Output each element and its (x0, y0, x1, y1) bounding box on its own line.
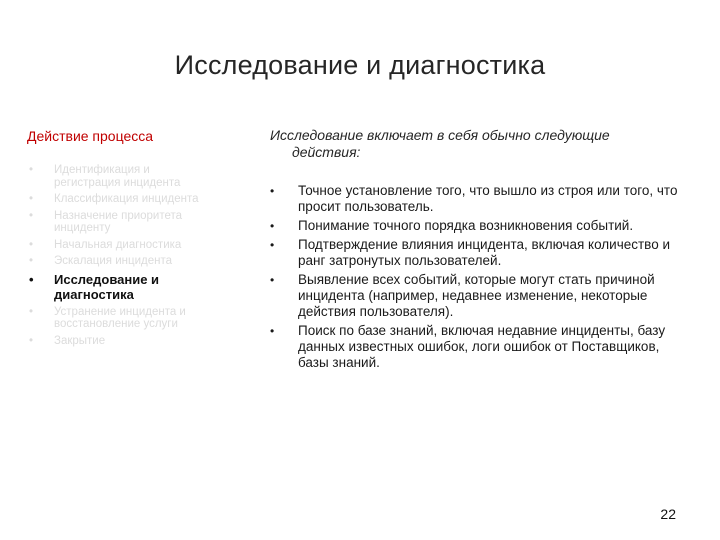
bullet-icon: • (270, 219, 275, 233)
page-number: 22 (660, 506, 676, 522)
process-step-label: Эскалация инцидента (54, 255, 173, 267)
investigation-action (270, 218, 685, 234)
process-step-label: Идентификация и регистрация инцидента (54, 164, 181, 189)
bullet-icon: • (29, 271, 34, 287)
investigation-panel (270, 127, 685, 374)
process-steps-heading: Действие процесса (27, 128, 154, 144)
process-step (27, 255, 207, 268)
investigation-action-text: Поиск по базе знаний, включая недавние инциденты, базу данных известных ошибок, логи ошибок от Поставщиков, базы знаний. (298, 323, 666, 370)
process-step (27, 164, 207, 189)
investigation-action-text: Точное установление того, что вышло из строя или того, что просит пользователь. (298, 183, 678, 214)
bullet-icon: • (270, 273, 275, 287)
process-step-label: Классификация инцидента (54, 193, 199, 205)
bullet-icon: • (29, 238, 34, 251)
bullet-icon: • (29, 193, 34, 205)
process-steps-list (27, 164, 207, 347)
process-step-label: Закрытие (54, 334, 106, 347)
process-step-current (27, 272, 207, 302)
investigation-action (270, 272, 685, 320)
bullet-icon: • (270, 238, 275, 252)
process-steps-panel (27, 128, 207, 351)
bullet-icon: • (29, 334, 34, 347)
bullet-icon: • (29, 255, 34, 267)
bullet-icon: • (270, 324, 275, 338)
process-step (27, 210, 207, 235)
process-step (27, 306, 207, 331)
process-step (27, 193, 207, 206)
investigation-actions-list (270, 183, 685, 371)
process-step-label: Начальная диагностика (54, 238, 182, 251)
process-step-label: Назначение приоритета инциденту (54, 209, 183, 234)
investigation-action-text: Подтверждение влияния инцидента, включая количество и ранг затронутых пользователей. (298, 237, 671, 268)
investigation-action (270, 183, 685, 215)
investigation-intro-line2: действия: (292, 144, 361, 160)
bullet-icon: • (29, 305, 34, 318)
investigation-action (270, 237, 685, 269)
bullet-icon: • (29, 209, 34, 222)
bullet-icon: • (29, 164, 34, 176)
bullet-icon: • (270, 184, 275, 198)
slide-title: Исследование и диагностика (174, 50, 546, 80)
investigation-intro-line1: Исследование включает в себя обычно следующие (270, 127, 610, 143)
investigation-action-text: Выявление всех событий, которые могут стать причиной инцидента (например, недавнее изменение, некоторые действия пользователя). (298, 272, 655, 319)
process-step-label: Исследование и диагностика (54, 271, 160, 302)
investigation-intro (270, 127, 685, 161)
investigation-action (270, 323, 685, 371)
process-step-label: Устранение инцидента и восстановление услуги (54, 305, 186, 330)
investigation-action-text: Понимание точного порядка возникновения событий. (298, 218, 634, 233)
process-step (27, 239, 207, 252)
process-step (27, 335, 207, 348)
